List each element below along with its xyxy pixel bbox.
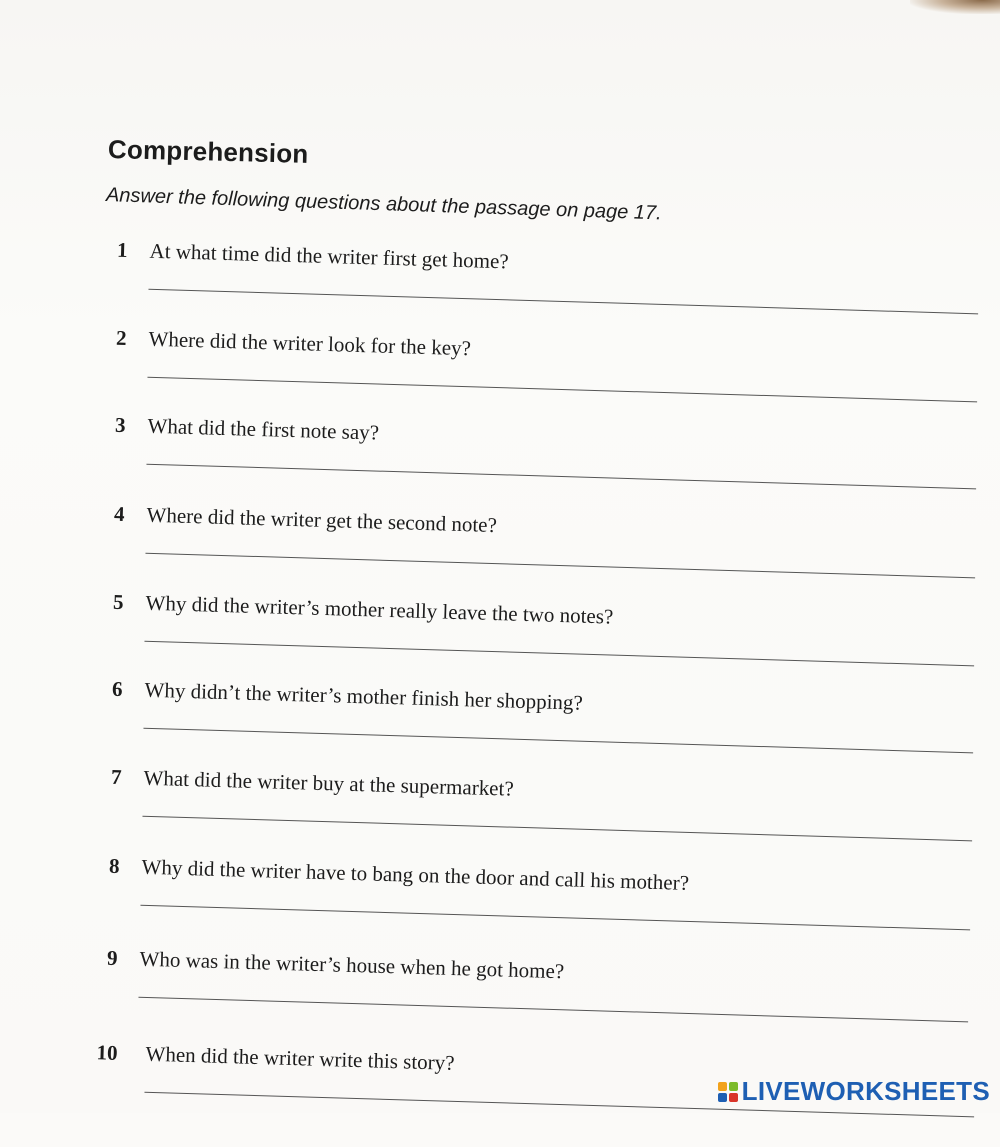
question-item: [82, 853, 984, 960]
question-text: Where did the writer get the second note?: [146, 502, 498, 538]
question-number: 8: [108, 853, 120, 879]
question-text: Why didn’t the writer’s mother finish her shopping?: [144, 677, 584, 715]
answer-line[interactable]: [140, 905, 970, 931]
question-text: What did the writer buy at the supermarket?: [143, 765, 515, 801]
answer-line[interactable]: [143, 728, 973, 754]
answer-line[interactable]: [138, 997, 968, 1023]
answer-line[interactable]: [147, 377, 977, 403]
question-text: What did the first note say?: [147, 413, 380, 445]
answer-line[interactable]: [148, 289, 978, 315]
question-text: Where did the writer look for the key?: [148, 326, 472, 361]
question-number: 10: [96, 1040, 118, 1065]
question-number: 5: [112, 589, 124, 615]
answer-line[interactable]: [144, 641, 974, 667]
liveworksheets-logo-icon: [718, 1082, 738, 1102]
answer-line[interactable]: [142, 816, 972, 842]
question-number: 1: [116, 237, 128, 263]
question-item: [85, 676, 987, 783]
question-item: [87, 501, 989, 608]
section-heading: Comprehension: [107, 134, 309, 169]
question-item: [84, 764, 986, 871]
question-item: [88, 412, 990, 519]
answer-line[interactable]: [145, 553, 975, 579]
question-item: [90, 237, 992, 344]
question-text: Why did the writer’s mother really leave the two notes?: [145, 590, 614, 629]
instruction-text: Answer the following questions about the passage on page 17.: [105, 184, 663, 225]
answer-line[interactable]: [146, 464, 976, 490]
question-text: Why did the writer have to bang on the door and call his mother?: [141, 854, 690, 895]
logo-text: LIVEWORKSHEETS: [741, 1076, 990, 1106]
page-corner-shadow: [910, 0, 1000, 14]
question-text: At what time did the writer first get home?: [149, 238, 510, 274]
question-number: 6: [111, 676, 123, 702]
question-number: 2: [115, 325, 127, 351]
question-item: [80, 945, 982, 1052]
liveworksheets-logo[interactable]: [718, 1076, 990, 1107]
question-number: 3: [114, 412, 126, 438]
question-text: Who was in the writer’s house when he got home?: [139, 946, 565, 984]
question-text: When did the writer write this story?: [145, 1041, 455, 1075]
question-number: 4: [113, 501, 125, 527]
question-number: 7: [110, 764, 122, 790]
question-number: 9: [106, 945, 118, 971]
